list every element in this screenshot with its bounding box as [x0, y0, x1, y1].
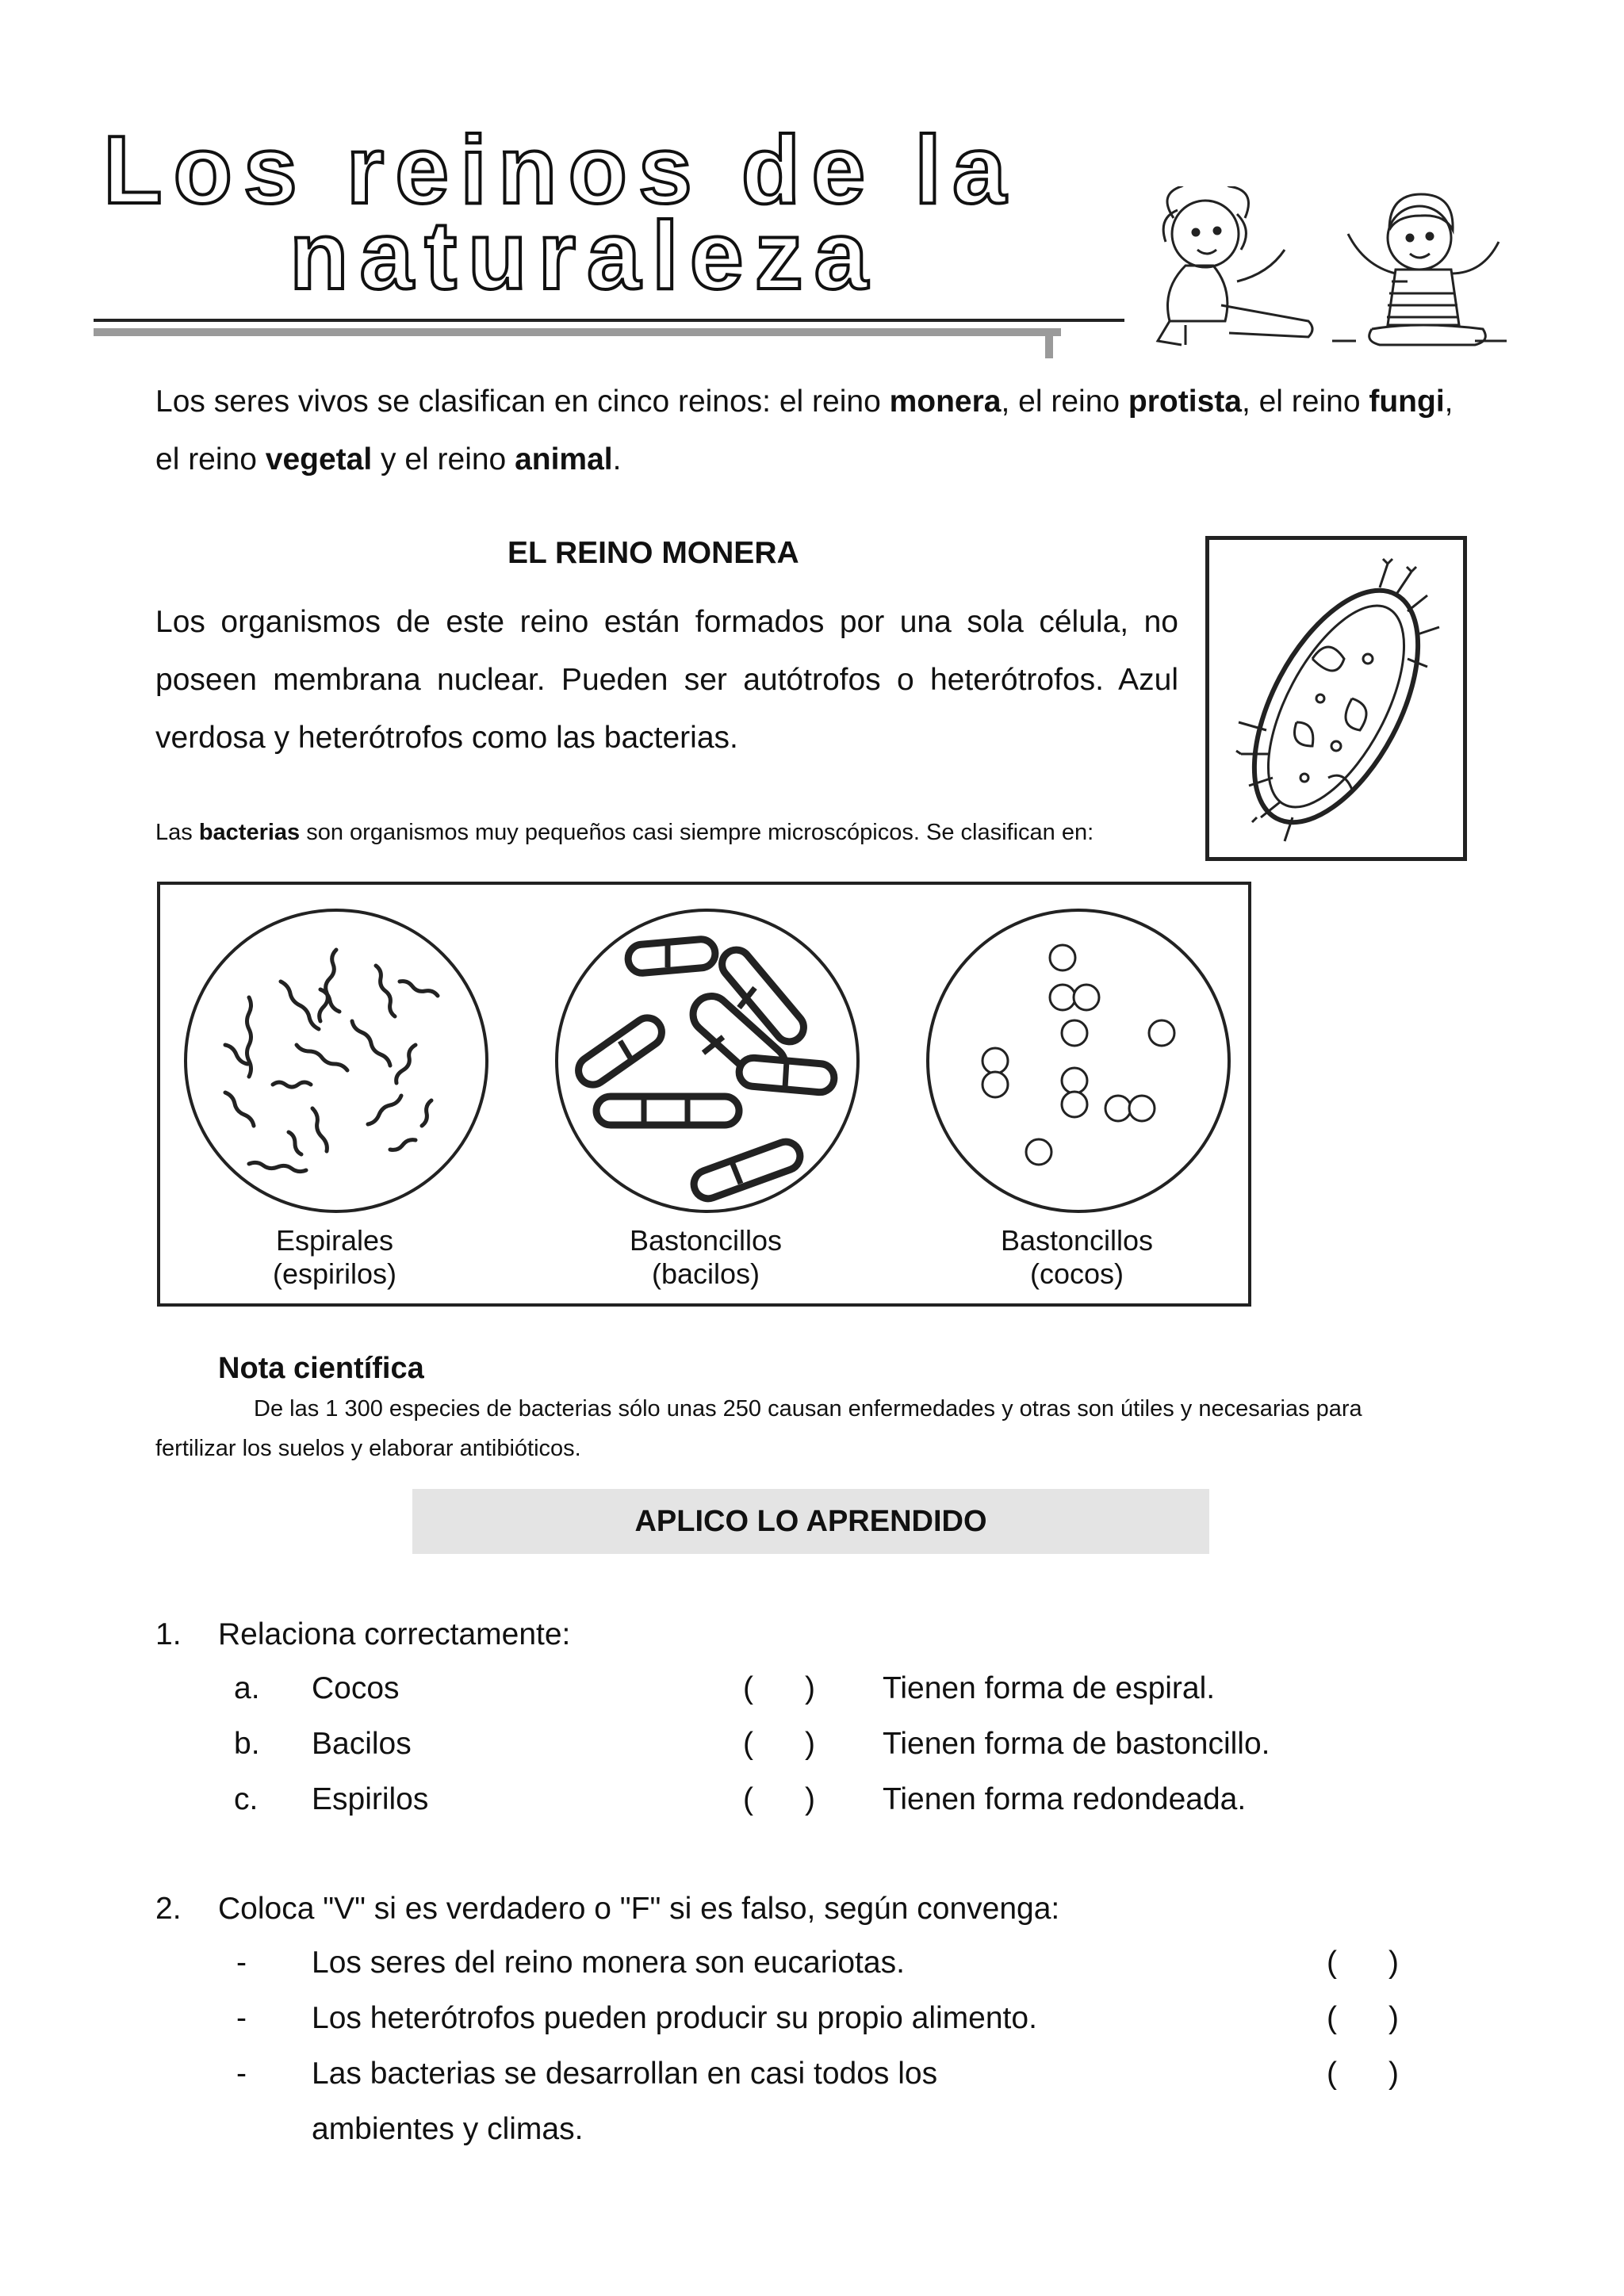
- type-name: Bastoncillos: [629, 1224, 783, 1257]
- type-caption: [563, 1224, 848, 1291]
- title-line-2: naturaleza: [289, 201, 879, 309]
- note-line: fertilizar los suelos y elaborar antibióticos.: [155, 1436, 581, 1461]
- intro-text: y el reino: [372, 442, 515, 476]
- note-line: De las 1 300 especies de bacterias sólo unas 250 causan enfermedades y otras son útiles y necesarias para: [254, 1396, 1362, 1422]
- header-rule: [94, 319, 1124, 322]
- header-rule-gray: [94, 328, 1061, 336]
- spirilla-icon: [178, 902, 495, 1219]
- item-term: Espirilos: [312, 1782, 429, 1816]
- item-letter: a.: [234, 1671, 260, 1705]
- kingdom-protista: protista: [1128, 385, 1242, 419]
- bacteria-types-panel: [157, 882, 1251, 1307]
- note-heading: Nota científica: [218, 1352, 424, 1385]
- type-sub: (cocos): [1029, 1257, 1124, 1290]
- activity-banner: APLICO LO APRENDIDO: [412, 1489, 1209, 1554]
- type-caption: [934, 1224, 1220, 1291]
- intro-paragraph: [155, 373, 1480, 488]
- bacterium-image: [1205, 536, 1467, 861]
- answer-blank[interactable]: ( ): [743, 1727, 815, 1761]
- intro-text: .: [612, 442, 622, 476]
- header-rule-hook: [1045, 328, 1053, 358]
- statement: Los heterótrofos pueden producir su propio alimento.: [312, 2001, 1037, 2035]
- question-title: Relaciona correctamente:: [218, 1617, 571, 1651]
- cocci-icon: [920, 902, 1237, 1219]
- item-definition: Tienen forma redondeada.: [883, 1782, 1247, 1816]
- statement: Las bacterias se desarrollan en casi todos los: [312, 2057, 938, 2091]
- item-definition: Tienen forma de espiral.: [883, 1671, 1216, 1705]
- bacteria-intro: [155, 817, 1094, 848]
- kingdom-animal: animal: [515, 442, 613, 476]
- item-definition: Tienen forma de bastoncillo.: [883, 1727, 1270, 1761]
- bacteria-intro-text: son organismos muy pequeños casi siempre microscópicos. Se clasifican en:: [300, 820, 1094, 845]
- kingdom-monera: monera: [889, 385, 1002, 419]
- type-name: Espirales: [275, 1224, 394, 1257]
- answer-blank[interactable]: ( ): [1327, 1946, 1399, 1980]
- kingdom-fungi: fungi: [1369, 385, 1445, 419]
- question-number: 2.: [155, 1892, 182, 1926]
- bacteria-intro-text: Las: [155, 820, 199, 845]
- page-title: [95, 119, 1078, 309]
- intro-text: , el reino: [1241, 385, 1369, 419]
- item-dash: -: [236, 2001, 247, 2035]
- title-line-1: Los reinos de la: [103, 119, 1017, 224]
- intro-text: Los seres vivos se clasifican en cinco reinos: el reino: [155, 385, 890, 419]
- kingdom-vegetal: vegetal: [265, 442, 373, 476]
- section-heading: EL REINO MONERA: [508, 536, 799, 570]
- answer-blank[interactable]: ( ): [1327, 2001, 1399, 2035]
- type-sub: (bacilos): [651, 1257, 760, 1290]
- note-body: [155, 1389, 1480, 1468]
- statement-continued: ambientes y climas.: [312, 2112, 584, 2146]
- question-number: 1.: [155, 1617, 182, 1651]
- type-sub: (espirilos): [272, 1257, 397, 1290]
- item-letter: c.: [234, 1782, 259, 1816]
- answer-blank[interactable]: ( ): [1327, 2057, 1399, 2091]
- question-title: Coloca "V" si es verdadero o "F" si es falso, según convenga:: [218, 1892, 1060, 1926]
- item-term: Cocos: [312, 1671, 400, 1705]
- intro-text: , el reino: [1001, 385, 1128, 419]
- children-playing-icon: [1110, 186, 1522, 357]
- intro-text: , el reino: [155, 385, 1454, 476]
- monera-paragraph: Los organismos de este reino están formados por una sola célula, no poseen membrana nuclear. Pueden ser autótrofos o heterótrofos. Azul verdosa y heterótrofos como las bacterias.: [155, 605, 1178, 755]
- item-dash: -: [236, 1946, 247, 1980]
- bacterium-cell-icon: [1209, 540, 1463, 857]
- item-term: Bacilos: [312, 1727, 412, 1761]
- bacilli-icon: [549, 902, 866, 1219]
- statement: Los seres del reino monera son eucariotas.: [312, 1946, 905, 1980]
- type-caption: [192, 1224, 477, 1291]
- answer-blank[interactable]: ( ): [743, 1782, 815, 1816]
- item-dash: -: [236, 2057, 247, 2091]
- bacteria-keyword: bacterias: [198, 820, 301, 845]
- answer-blank[interactable]: ( ): [743, 1671, 815, 1705]
- type-name: Bastoncillos: [1000, 1224, 1154, 1257]
- item-letter: b.: [234, 1727, 260, 1761]
